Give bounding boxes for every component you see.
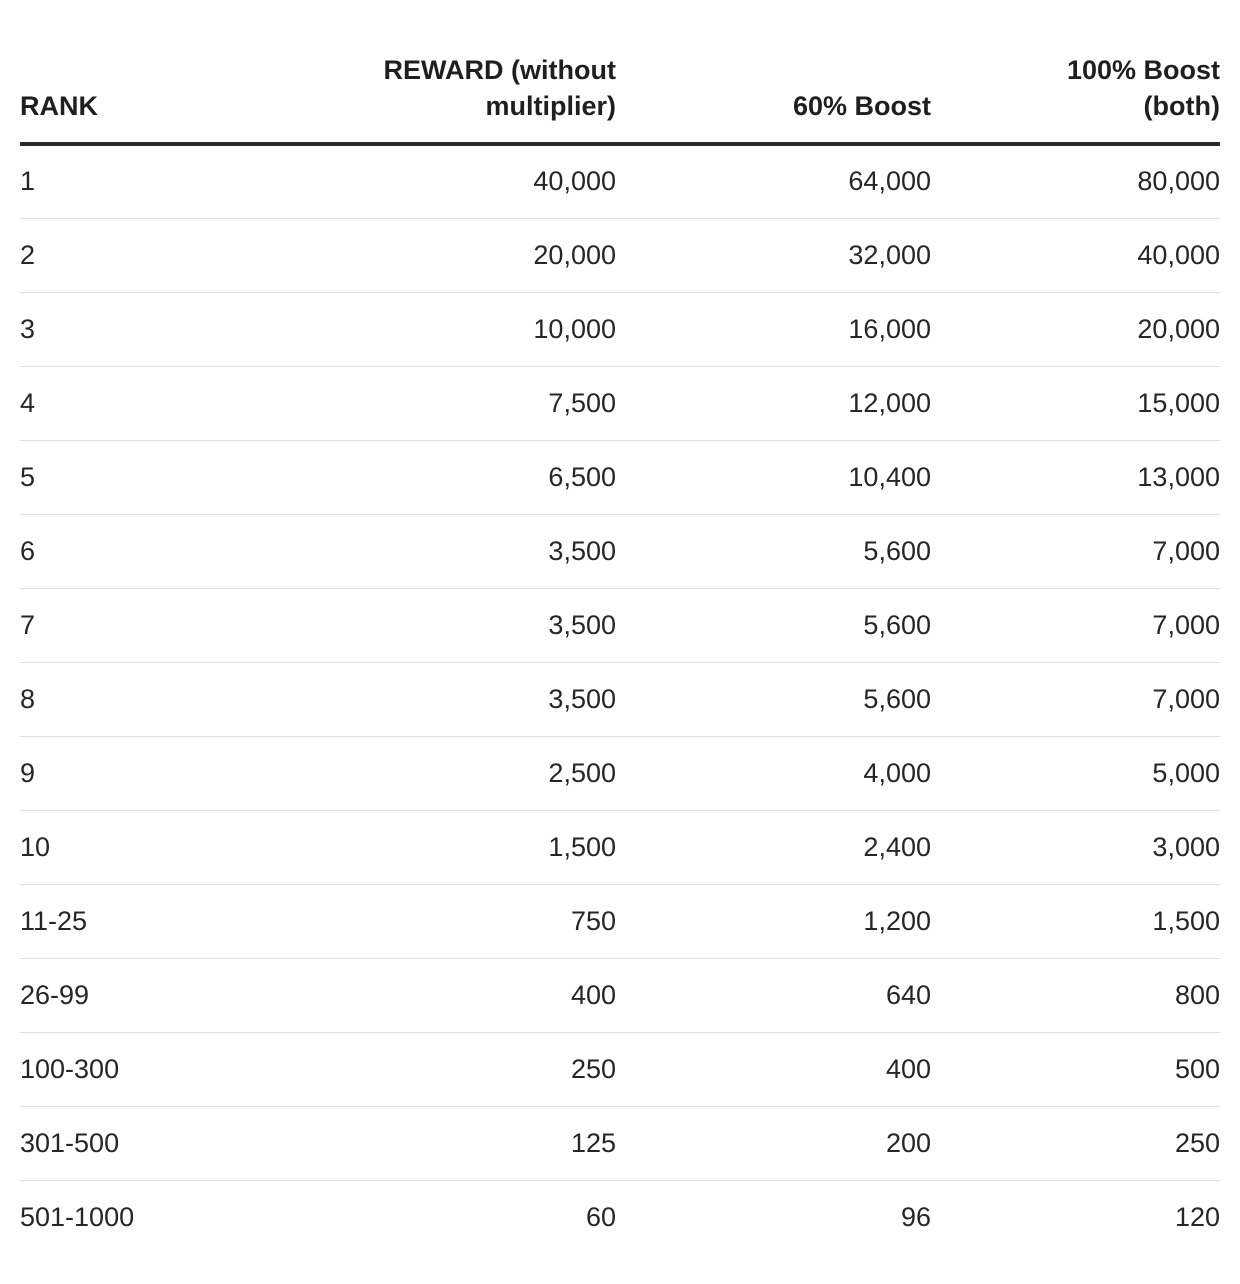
cell-reward: 7,500 (280, 366, 616, 440)
table-row (20, 588, 1220, 662)
cell-rank: 10 (20, 810, 280, 884)
header-reward: REWARD (without multiplier) (280, 0, 616, 144)
table-row (20, 1180, 1220, 1254)
cell-reward: 125 (280, 1106, 616, 1180)
table-row (20, 514, 1220, 588)
cell-60-boost: 96 (900, 1201, 931, 1232)
header-row (20, 0, 1220, 144)
cell-reward: 3,500 (280, 588, 616, 662)
cell-rank: 26-99 (20, 958, 280, 1032)
cell-100-boost: 5,000 (931, 736, 1220, 810)
cell-rank: 1 (20, 144, 280, 218)
cell-rank: 9 (20, 736, 280, 810)
cell-100-boost: 80,000 (931, 144, 1220, 218)
table-row (20, 736, 1220, 810)
cell-100-boost: 15,000 (931, 366, 1220, 440)
header-rank: RANK (20, 0, 280, 144)
cell-rank: 11-25 (20, 884, 280, 958)
cell-100-boost: 7,000 (931, 588, 1220, 662)
cell-60-boost: 32,000 (616, 218, 931, 292)
cell-reward: 750 (280, 884, 616, 958)
table-row (20, 440, 1220, 514)
cell-60-boost: 4,000 (616, 736, 931, 810)
cell-reward: 400 (280, 958, 616, 1032)
table-header (20, 0, 1220, 144)
cell-60-boost: 5,600 (616, 514, 931, 588)
cell-reward: 1,500 (280, 810, 616, 884)
cell-100-boost: 120 (1174, 1201, 1220, 1232)
cell-60-boost: 1,200 (616, 884, 931, 958)
reward-table (20, 0, 1220, 1254)
cell-60-boost: 10,400 (616, 440, 931, 514)
cell-100-boost: 500 (931, 1032, 1220, 1106)
cell-reward: 20,000 (280, 218, 616, 292)
table-body (20, 144, 1220, 1254)
table-row (20, 144, 1220, 218)
cell-reward: 2,500 (280, 736, 616, 810)
table-row (20, 292, 1220, 366)
cell-60-boost: 200 (616, 1106, 931, 1180)
table-row (20, 218, 1220, 292)
cell-rank: 4 (20, 366, 280, 440)
cell-100-boost: 1,500 (931, 884, 1220, 958)
table-row (20, 1032, 1220, 1106)
cell-60-boost: 400 (616, 1032, 931, 1106)
cell-60-boost: 2,400 (616, 810, 931, 884)
table-row (20, 810, 1220, 884)
cell-rank: 8 (20, 662, 280, 736)
cell-100-boost: 7,000 (931, 514, 1220, 588)
cell-60-boost: 16,000 (616, 292, 931, 366)
cell-reward: 60 (585, 1201, 616, 1232)
cell-100-boost: 7,000 (931, 662, 1220, 736)
cell-rank: 2 (20, 218, 280, 292)
table-row (20, 884, 1220, 958)
table-row (20, 1106, 1220, 1180)
cell-60-boost: 64,000 (616, 144, 931, 218)
cell-rank: 100-300 (20, 1032, 280, 1106)
cell-rank: 6 (20, 514, 280, 588)
cell-60-boost: 640 (616, 958, 931, 1032)
cell-rank: 7 (20, 588, 280, 662)
table-row (20, 366, 1220, 440)
cell-reward: 40,000 (280, 144, 616, 218)
cell-100-boost: 20,000 (931, 292, 1220, 366)
cell-rank: 3 (20, 292, 280, 366)
cell-100-boost: 40,000 (931, 218, 1220, 292)
table-row (20, 958, 1220, 1032)
reward-table-container (20, 0, 1220, 1254)
cell-60-boost: 5,600 (616, 588, 931, 662)
cell-reward: 3,500 (280, 662, 616, 736)
cell-reward: 10,000 (280, 292, 616, 366)
cell-100-boost: 250 (931, 1106, 1220, 1180)
header-60-boost: 60% Boost (616, 0, 931, 144)
header-100-boost: 100% Boost (both) (931, 0, 1220, 144)
cell-rank: 301-500 (20, 1106, 280, 1180)
cell-60-boost: 5,600 (616, 662, 931, 736)
cell-reward: 6,500 (280, 440, 616, 514)
cell-reward: 3,500 (280, 514, 616, 588)
cell-100-boost: 800 (931, 958, 1220, 1032)
cell-100-boost: 13,000 (931, 440, 1220, 514)
cell-rank: 5 (20, 440, 280, 514)
cell-rank: 501-1000 (20, 1201, 135, 1232)
table-row (20, 662, 1220, 736)
cell-reward: 250 (280, 1032, 616, 1106)
cell-100-boost: 3,000 (931, 810, 1220, 884)
cell-60-boost: 12,000 (616, 366, 931, 440)
